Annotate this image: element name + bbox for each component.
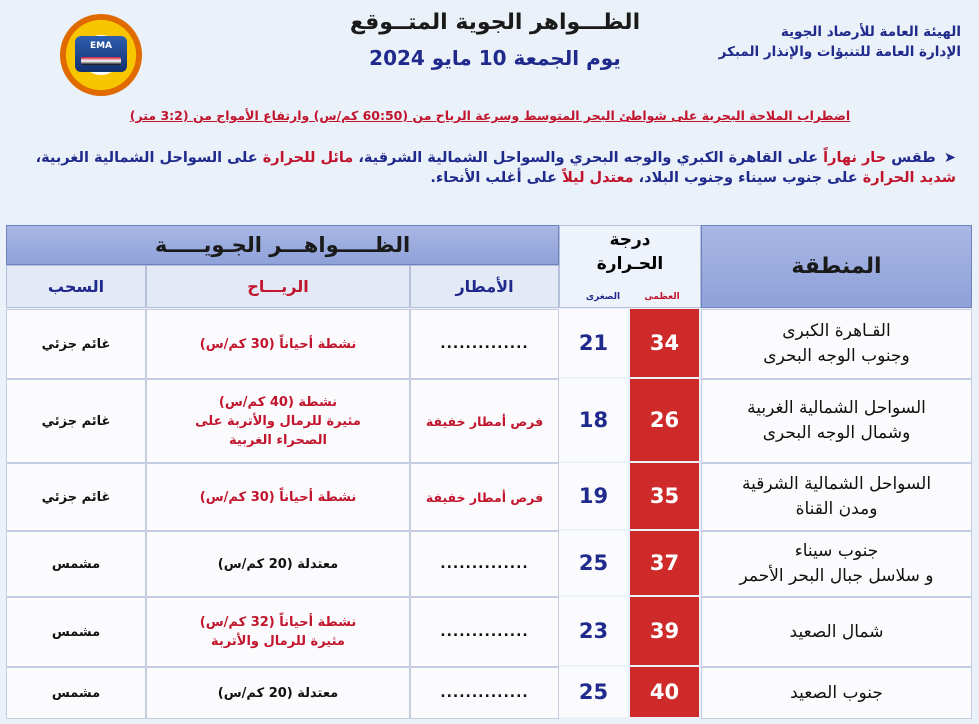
min-temp: 25 xyxy=(559,667,628,717)
weather-table xyxy=(6,225,972,718)
wind-cell: نشطة أحياناً (30 كم/س) xyxy=(146,309,410,379)
forecast-text: طقس xyxy=(886,150,936,166)
rain-cell: .............. xyxy=(410,597,559,667)
max-temp: 39 xyxy=(630,597,699,665)
ema-logo xyxy=(60,14,142,96)
clouds-cell: غائم جزئي xyxy=(6,379,146,463)
ema-logo-text: EMA xyxy=(89,41,113,51)
clouds-header-label: السحب xyxy=(47,277,105,296)
rain-cell: .............. xyxy=(410,531,559,597)
egypt-flag-stripe xyxy=(81,57,121,65)
rain-header xyxy=(410,265,559,308)
min-temp: 25 xyxy=(559,531,628,595)
org-line-2: الإدارة العامة للتنبؤات والإنذار المبكر xyxy=(718,44,961,60)
wind-cell: نشطة أحياناً (30 كم/س) xyxy=(146,463,410,531)
clouds-cell: مشمس xyxy=(6,531,146,597)
max-temp: 26 xyxy=(630,379,699,461)
rain-cell: .............. xyxy=(410,667,559,719)
region-header xyxy=(701,225,972,308)
wind-cell: معتدلة (20 كم/س) xyxy=(146,667,410,719)
table-row-region: شمال الصعيد xyxy=(701,597,972,667)
forecast-highlight: حار نهاراً xyxy=(823,150,887,166)
table-row-region: السواحل الشمالية الشرقية ومدن القناة xyxy=(701,463,972,531)
phenomena-header-label: الظـــــواهـــر الجـويـــــة xyxy=(154,233,411,257)
rain-cell: .............. xyxy=(410,309,559,379)
min-label: الصغرى xyxy=(585,292,621,302)
region-header-label: المنطقة xyxy=(791,254,882,279)
temp-header-line2: الحـرارة xyxy=(596,254,664,274)
table-row-region: القـاهرة الكبرى وجنوب الوجه البحرى xyxy=(701,309,972,379)
ema-logo-badge xyxy=(75,36,127,72)
table-row-region: جنوب الصعيد xyxy=(701,667,972,719)
max-label: العظمى xyxy=(644,292,680,302)
temperature-header xyxy=(559,225,701,308)
clouds-cell: مشمس xyxy=(6,667,146,719)
clouds-cell: غائم جزئي xyxy=(6,309,146,379)
forecast-highlight: معتدل ليلاً xyxy=(562,170,634,186)
clouds-cell: مشمس xyxy=(6,597,146,667)
max-temp: 37 xyxy=(630,531,699,595)
min-temp: 23 xyxy=(559,597,628,665)
page-title: الظـــواهر الجوية المتــوقع xyxy=(349,10,641,35)
temp-header-line1: درجة xyxy=(609,230,651,250)
phenomena-header xyxy=(6,225,559,265)
rain-cell: فرص أمطار خفيفة xyxy=(410,463,559,531)
marine-warning: اضطراب الملاحة البحرية على شواطئ البحر المتوسط وسرعة الرياح من (60:50 كم/س) وارتفاع الأمواج من (3:2 متر) xyxy=(129,108,851,123)
max-temp: 34 xyxy=(630,309,699,377)
forecast-text: على القاهرة الكبري والوجه البحري والسواحل الشمالية الشرقية، xyxy=(353,150,824,166)
max-temp: 35 xyxy=(630,463,699,529)
chevron-right-icon: ➤ xyxy=(943,150,956,166)
organization-name xyxy=(701,22,961,62)
forecast-highlight: شديد الحرارة xyxy=(862,170,956,186)
rain-cell: فرص أمطار خفيفة xyxy=(410,379,559,463)
clouds-header xyxy=(6,265,146,308)
max-temp: 40 xyxy=(630,667,699,717)
general-forecast xyxy=(16,148,956,188)
wind-header-label: الريـــاح xyxy=(247,277,309,296)
forecast-highlight: مائل للحرارة xyxy=(262,150,354,166)
forecast-date: يوم الجمعة 10 مايو 2024 xyxy=(369,46,621,70)
forecast-text: على أغلب الأنحاء. xyxy=(430,170,563,186)
min-temp: 18 xyxy=(559,379,628,461)
wind-cell: نشطة (40 كم/س) مثيرة للرمال والأتربة على الصحراء الغربية xyxy=(146,379,410,463)
wind-header xyxy=(146,265,410,308)
wind-cell: نشطة أحياناً (32 كم/س) مثيرة للرمال والأتربة xyxy=(146,597,410,667)
clouds-cell: غائم جزئي xyxy=(6,463,146,531)
forecast-text: على السواحل الشمالية الغربية، xyxy=(35,150,263,166)
min-temp: 21 xyxy=(559,309,628,377)
wind-cell: معتدلة (20 كم/س) xyxy=(146,531,410,597)
org-line-1: الهيئة العامة للأرصاد الجوية xyxy=(780,24,961,40)
table-row-region: جنوب سيناء و سلاسل جبال البحر الأحمر xyxy=(701,531,972,597)
min-temp: 19 xyxy=(559,463,628,529)
forecast-text: على جنوب سيناء وجنوب البلاد، xyxy=(633,170,863,186)
rain-header-label: الأمطار xyxy=(455,277,514,296)
table-row-region: السواحل الشمالية الغربية وشمال الوجه البحرى xyxy=(701,379,972,463)
